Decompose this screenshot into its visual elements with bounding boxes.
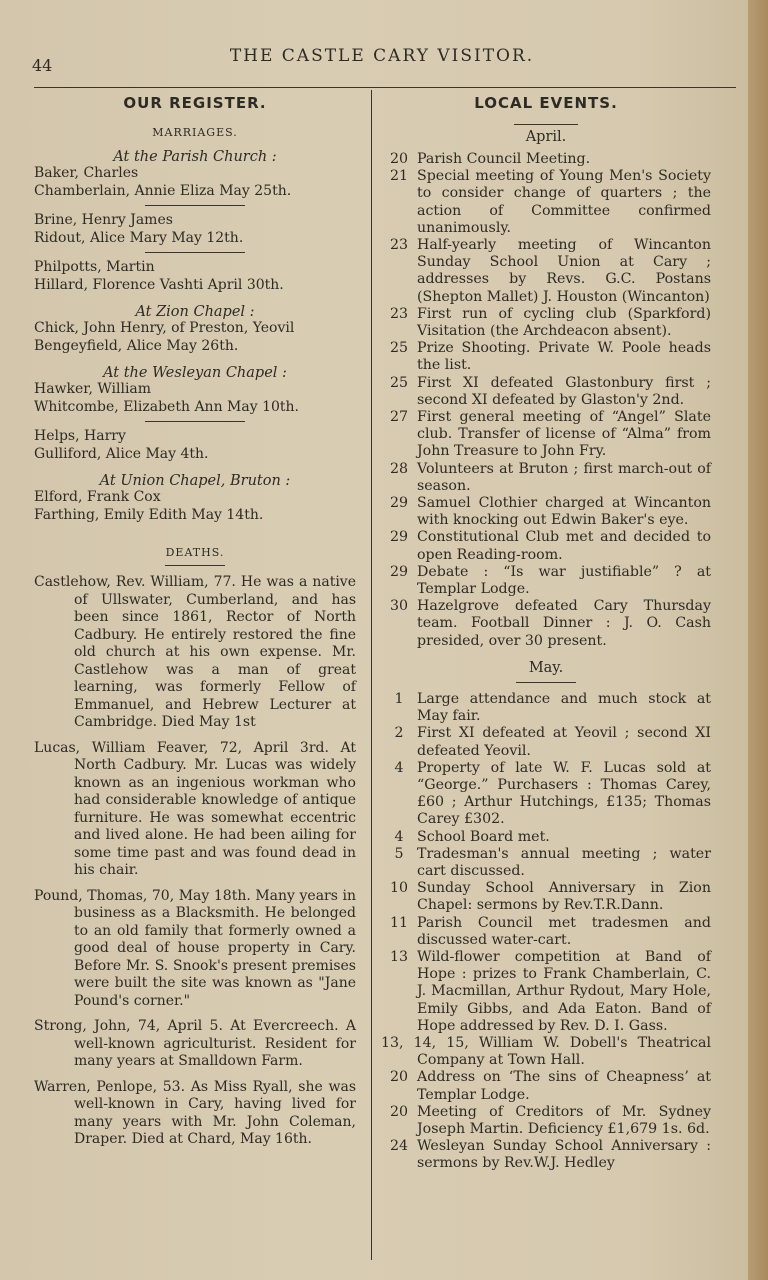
events-column: [381, 90, 711, 1173]
event-day: 2: [394, 725, 404, 742]
event-day: 13, 14, 15,: [381, 1034, 469, 1051]
separator: [516, 682, 576, 683]
event-day: 25: [389, 340, 409, 357]
event-day: 21: [389, 168, 409, 185]
event-text: Address on ‘The sins of Cheapness’ at Templar Lodge.: [417, 1069, 711, 1103]
marriage-entry: [34, 165, 356, 200]
event-day: 4: [394, 759, 404, 776]
groom: Chick, John Henry, of Preston, Yeovil: [34, 320, 295, 336]
event-day: 23: [389, 237, 409, 254]
event-text: Property of late W. F. Lucas sold at “George.” Purchasers : Thomas Carey, £60 ; Arthur Hutchings, £135; Thomas Carey £302.: [417, 759, 711, 828]
page-number: 44: [32, 56, 53, 75]
bride: Whitcombe, Elizabeth Ann May 10th.: [34, 398, 299, 415]
event-item: [381, 151, 711, 168]
event-text: First XI defeated Glastonbury first ; second XI defeated by Glaston'y 2nd.: [417, 374, 711, 408]
event-day: 25: [389, 374, 409, 391]
death-notice: Strong, John, 74, April 5. At Evercreech. A well-known agriculturist. Resident for many years at Smalldown Farm.: [34, 1018, 356, 1069]
marriage-entry: [34, 489, 356, 524]
event-item: [381, 495, 711, 529]
groom: Elford, Frank Cox: [34, 489, 161, 505]
event-item: [381, 237, 711, 306]
register-column: [34, 90, 356, 1149]
separator: [145, 205, 245, 206]
event-text: Hazelgrove defeated Cary Thursday team. Football Dinner : J. O. Cash presided, over 30 present.: [417, 598, 711, 649]
groom: Helps, Harry: [34, 428, 126, 444]
event-item: [381, 691, 711, 725]
venue-heading: At the Parish Church :: [113, 149, 277, 165]
groom: Philpotts, Martin: [34, 259, 155, 275]
bride: Chamberlain, Annie Eliza May 25th.: [34, 182, 292, 199]
event-item: [381, 829, 711, 846]
column-divider: [371, 90, 372, 1260]
death-notice: Pound, Thomas, 70, May 18th. Many years in business as a Blacksmith. He belonged to an old family that formerly owned a good deal of house property in Cary. Before Mr. S. Snook's present premises were built the site was known as "Jane Pound's corner.": [34, 887, 356, 1009]
month-heading: May.: [528, 659, 564, 676]
event-item: [381, 598, 711, 650]
event-text: Special meeting of Young Men's Society to consider change of quarters ; the action of Committee confirmed unanimously.: [417, 168, 711, 236]
page-edge: [748, 0, 768, 1280]
april-events: [381, 151, 711, 650]
marriages-heading: MARRIAGES.: [152, 126, 238, 139]
event-item: [381, 1035, 711, 1069]
event-item: [381, 340, 711, 374]
events-heading: LOCAL EVENTS.: [474, 94, 618, 112]
event-day: 1: [394, 690, 404, 707]
event-day: 5: [394, 845, 404, 862]
event-text: School Board met.: [417, 828, 550, 845]
deaths-heading: DEATHS.: [165, 546, 225, 559]
marriage-entry: [34, 428, 356, 463]
bride: Gulliford, Alice May 4th.: [34, 445, 209, 462]
header-rule: [34, 87, 736, 88]
separator: [514, 124, 578, 125]
separator: [145, 252, 245, 253]
groom: Baker, Charles: [34, 165, 139, 181]
event-day: 20: [389, 1103, 409, 1120]
groom: Brine, Henry James: [34, 212, 173, 228]
bride: Bengeyfield, Alice May 26th.: [34, 337, 239, 354]
event-item: [381, 915, 711, 949]
running-title: THE CASTLE CARY VISITOR.: [229, 46, 535, 66]
event-text: Parish Council Meeting.: [417, 151, 591, 167]
event-day: 13: [389, 948, 409, 965]
separator: [165, 565, 225, 566]
event-day: 4: [394, 828, 404, 845]
may-events: [381, 691, 711, 1173]
event-item: [381, 1069, 711, 1103]
event-day: 29: [389, 563, 409, 580]
venue-heading: At Union Chapel, Bruton :: [99, 473, 291, 489]
event-text: Parish Council met tradesmen and discussed water-cart.: [417, 914, 711, 948]
event-text: Debate : “Is war justifiable” ? at Templar Lodge.: [417, 563, 711, 598]
event-text: First XI defeated at Yeovil ; second XI defeated Yeovil.: [417, 725, 711, 759]
event-day: 20: [389, 1069, 409, 1086]
event-item: [381, 168, 711, 237]
event-text: Volunteers at Bruton ; first march-out of season.: [417, 460, 711, 494]
event-item: [381, 529, 711, 563]
event-day: 24: [389, 1138, 409, 1155]
event-day: 27: [389, 409, 409, 426]
register-heading: OUR REGISTER.: [123, 94, 267, 112]
event-day: 10: [389, 880, 409, 897]
event-item: [381, 564, 711, 598]
separator: [145, 421, 245, 422]
event-day: 11: [389, 914, 409, 931]
event-item: [381, 461, 711, 495]
death-notice: Castlehow, Rev. William, 77. He was a native of Ullswater, Cumberland, and has been since 1861, Rector of North Cadbury. He entirely restored the fine old church at his own expense. Mr. Castlehow was a man of great learning, was formerly Fellow of Emmanuel, and Hebrew Lecturer at Cambridge. Died May 1st: [34, 574, 356, 730]
event-item: [381, 1138, 711, 1172]
event-day: 28: [389, 460, 409, 477]
event-text: First general meeting of “Angel” Slate club. Transfer of license of “Alma” from John Treasure to John Fry.: [417, 409, 711, 460]
bride: Farthing, Emily Edith May 14th.: [34, 506, 264, 523]
marriage-entry: [34, 259, 356, 294]
event-item: [381, 725, 711, 759]
event-item: [381, 306, 711, 340]
event-text: Wesleyan Sunday School Anniversary : sermons by Rev.W.J. Hedley: [417, 1138, 711, 1172]
groom: Hawker, William: [34, 381, 152, 397]
event-text: Constitutional Club met and decided to open Reading-room.: [417, 529, 711, 563]
event-text: Meeting of Creditors of Mr. Sydney Joseph Martin. Deficiency £1,679 1s. 6d.: [417, 1103, 711, 1137]
event-text: Tradesman's annual meeting ; water cart discussed.: [417, 845, 711, 879]
event-text: Wild-flower competition at Band of Hope : prizes to Frank Chamberlain, C. J. Macmillan, Arthur Rydout, Mary Hole, Emily Gibbs, and Ada Eaton. Band of Hope addressed by Rev. D. I. Gass.: [417, 948, 711, 1034]
event-text: First run of cycling club (Sparkford) Visitation (the Archdeacon absent).: [417, 305, 711, 340]
event-text: William W. Dobell's Theatrical Company at Town Hall.: [417, 1034, 711, 1069]
event-text: Half-yearly meeting of Wincanton Sunday School Union at Cary ; addresses by Revs. G.C. Postans (Shepton Mallet) J. Houston (Wincanton): [417, 237, 711, 305]
month-heading: April.: [525, 129, 567, 145]
event-day: 23: [389, 305, 409, 322]
event-text: Sunday School Anniversary in Zion Chapel: sermons by Rev.T.R.Dann.: [417, 880, 711, 914]
event-day: 29: [389, 495, 409, 512]
death-notice: Lucas, William Feaver, 72, April 3rd. At North Cadbury. Mr. Lucas was widely known as an ingenious workman who had considerable knowledge of antique furniture. He was somewhat eccentric and lived alone. He had been ailing for some time past and was found dead in his chair.: [34, 739, 356, 878]
death-notice: Warren, Penlope, 53. As Miss Ryall, she was well-known in Cary, having lived for many years with Mr. John Coleman, Draper. Died at Chard, May 16th.: [34, 1078, 356, 1147]
bride: Ridout, Alice Mary May 12th.: [34, 229, 244, 246]
event-day: 29: [389, 529, 409, 546]
page-header: [32, 44, 732, 74]
marriage-entry: [34, 212, 356, 247]
event-item: [381, 1104, 711, 1138]
venue-heading: At Zion Chapel :: [135, 304, 255, 320]
event-item: [381, 880, 711, 914]
event-day: 30: [389, 598, 409, 615]
event-item: [381, 375, 711, 409]
event-item: [381, 409, 711, 461]
event-day: 20: [389, 151, 409, 167]
bride: Hillard, Florence Vashti April 30th.: [34, 276, 284, 293]
event-item: [381, 846, 711, 880]
marriage-entry: [34, 320, 356, 355]
event-item: [381, 760, 711, 829]
event-item: [381, 949, 711, 1035]
venue-heading: At the Wesleyan Chapel :: [103, 365, 287, 381]
marriage-entry: [34, 381, 356, 416]
event-text: Large attendance and much stock at May fair.: [417, 690, 711, 725]
event-text: Prize Shooting. Private W. Poole heads the list.: [417, 340, 711, 374]
event-text: Samuel Clothier charged at Wincanton with knocking out Edwin Baker's eye.: [417, 495, 711, 529]
